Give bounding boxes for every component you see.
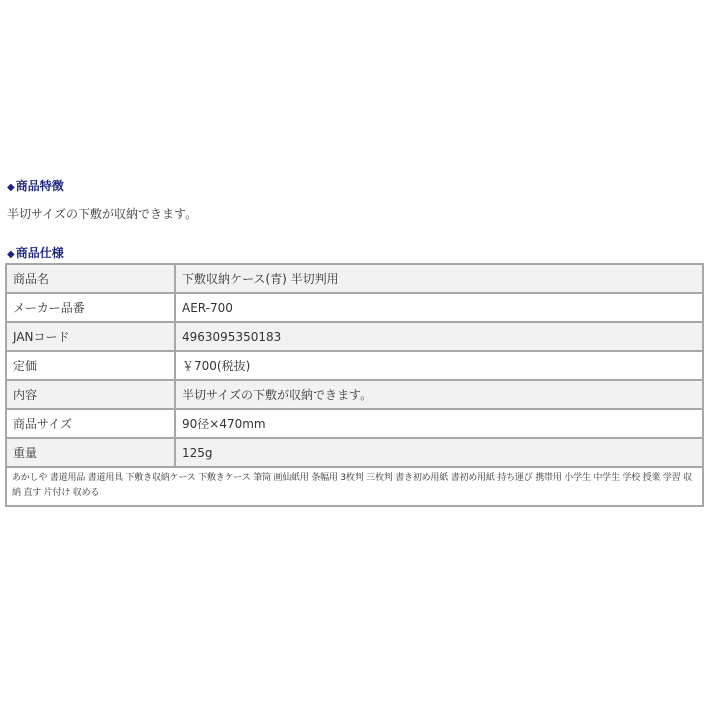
spec-label: 商品サイズ bbox=[6, 409, 175, 438]
specs-heading-label: 商品仕様 bbox=[15, 246, 64, 260]
diamond-bullet-icon: ◆ bbox=[7, 249, 15, 260]
spec-row-keywords bbox=[6, 467, 703, 506]
spec-row-price bbox=[6, 351, 703, 380]
features-heading bbox=[7, 179, 64, 195]
spec-row-jan-code bbox=[6, 322, 703, 351]
spec-label: JANコード bbox=[6, 322, 175, 351]
features-heading-label: 商品特徴 bbox=[15, 179, 64, 193]
diamond-bullet-icon: ◆ bbox=[7, 182, 15, 193]
spec-value: 4963095350183 bbox=[175, 322, 703, 351]
spec-label: 商品名 bbox=[6, 264, 175, 293]
specs-heading bbox=[7, 246, 64, 262]
keywords-text: あかしや 書道用品 書道用具 下敷き収納ケース 下敷きケース 筆筒 画仙紙用 条幅用 3枚判 三枚判 書き初め用紙 書初め用紙 持ち運び 携帯用 小学生 中学生 学校 授業 学習 収納 直す 片付け 収める bbox=[6, 467, 703, 506]
spec-row-contents bbox=[6, 380, 703, 409]
spec-value: 90径×470mm bbox=[175, 409, 703, 438]
spec-label: メーカー品番 bbox=[6, 293, 175, 322]
spec-label: 重量 bbox=[6, 438, 175, 467]
spec-value: 下敷収納ケース(青) 半切判用 bbox=[175, 264, 703, 293]
spec-label: 内容 bbox=[6, 380, 175, 409]
spec-label: 定価 bbox=[6, 351, 175, 380]
spec-value: AER-700 bbox=[175, 293, 703, 322]
spec-value: ￥700(税抜) bbox=[175, 351, 703, 380]
spec-row-weight bbox=[6, 438, 703, 467]
spec-row-size bbox=[6, 409, 703, 438]
features-description: 半切サイズの下敷が収納できます。 bbox=[7, 207, 198, 221]
spec-row-product-name bbox=[6, 264, 703, 293]
spec-row-model-number bbox=[6, 293, 703, 322]
spec-value: 125g bbox=[175, 438, 703, 467]
spec-table bbox=[5, 263, 704, 507]
spec-value: 半切サイズの下敷が収納できます。 bbox=[175, 380, 703, 409]
